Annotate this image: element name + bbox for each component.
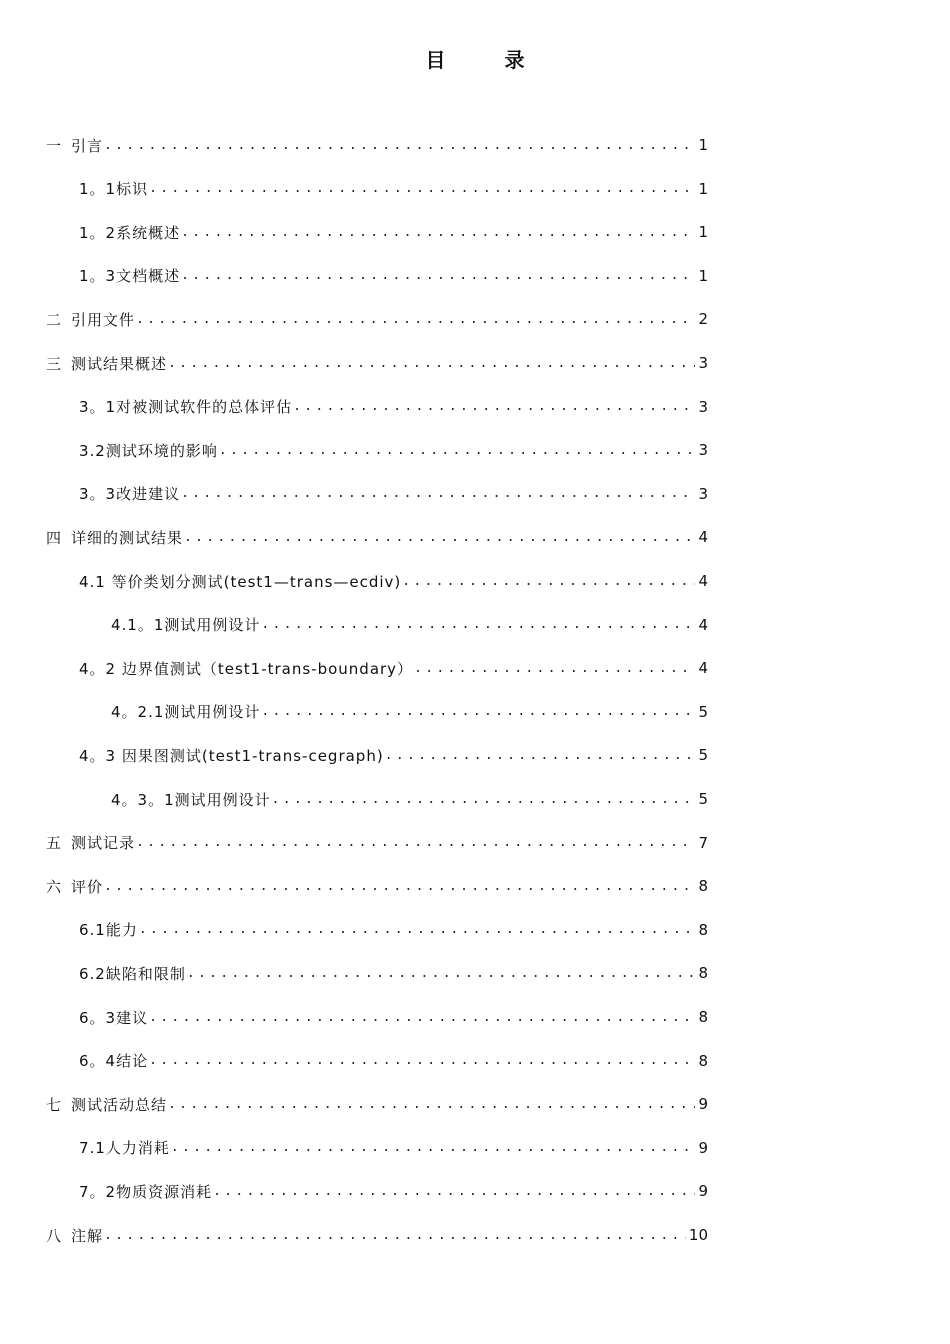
- toc-dot-leader: [104, 138, 695, 153]
- toc-entry-page-number: 1: [698, 179, 708, 198]
- toc-entry[interactable]: [79, 953, 708, 993]
- toc-entry-text: 3。1对被测试软件的总体评估: [79, 398, 293, 417]
- toc-entry-page-number: 8: [698, 1051, 708, 1070]
- toc-entry-page-number: 9: [698, 1095, 708, 1114]
- toc-entry-page-number: 10: [688, 1226, 708, 1244]
- toc-entry-label: [79, 178, 148, 199]
- toc-dot-leader: [414, 661, 695, 676]
- toc-entry[interactable]: [46, 823, 708, 863]
- toc-entry-text: 4.1 等价类划分测试(test1—trans—ecdiv): [79, 572, 402, 591]
- toc-entry-label: [79, 1137, 170, 1158]
- toc-entry-text: 注解: [71, 1226, 104, 1245]
- toc-dot-leader: [184, 530, 695, 545]
- toc-entry-label: [46, 135, 103, 156]
- toc-entry-label: [79, 265, 180, 286]
- toc-dot-leader: [181, 486, 695, 501]
- toc-entry-page-number: 8: [698, 920, 708, 939]
- toc-entry[interactable]: [79, 212, 708, 252]
- toc-dot-leader: [168, 1097, 695, 1112]
- toc-entry[interactable]: [79, 648, 708, 688]
- toc-entry-page-number: 3: [698, 354, 708, 372]
- toc-entry-text: 4。2 边界值测试（test1-trans-boundary）: [79, 659, 414, 678]
- toc-dot-leader: [171, 1140, 695, 1155]
- toc-entry[interactable]: [111, 692, 708, 732]
- toc-entry-text: 测试记录: [71, 834, 136, 853]
- toc-entry-text: 6.2缺陷和限制: [79, 964, 186, 983]
- toc-entry-label: [79, 745, 384, 766]
- toc-entry[interactable]: [79, 1171, 708, 1211]
- toc-entry-label: [79, 396, 292, 417]
- toc-entry-label: [79, 222, 180, 243]
- toc-entry-page-number: 3: [698, 441, 708, 460]
- toc-entry-page-number: 8: [698, 877, 708, 896]
- toc-entry-text: 1。1标识: [79, 180, 149, 199]
- toc-entry-page-number: 1: [698, 266, 708, 285]
- toc-entry[interactable]: [79, 256, 708, 296]
- toc-entry-text: 引言: [71, 136, 104, 155]
- toc-entry-text: 3。3改进建议: [79, 485, 181, 504]
- toc-entry-label: [79, 440, 218, 461]
- toc-entry-number: 八: [46, 1226, 62, 1245]
- toc-entry-number: 三: [46, 354, 62, 373]
- toc-entry-number: 二: [46, 310, 62, 329]
- toc-entry[interactable]: [46, 1215, 708, 1255]
- toc-entry-label: [46, 527, 183, 548]
- toc-entry[interactable]: [46, 517, 708, 557]
- toc-entry-label: [79, 483, 180, 504]
- toc-entry-page-number: 2: [698, 310, 708, 329]
- toc-entry[interactable]: [79, 169, 708, 209]
- toc-entry-label: [46, 832, 135, 853]
- toc-dot-leader: [104, 879, 695, 894]
- toc-entry[interactable]: [46, 866, 708, 906]
- toc-entry-number: 一: [46, 136, 62, 155]
- toc-entry-label: [46, 353, 167, 374]
- toc-entry[interactable]: [46, 299, 708, 339]
- toc-entry-text: 测试结果概述: [71, 354, 168, 373]
- toc-entry-text: 4。3 因果图测试(test1-trans-cegraph): [79, 746, 384, 765]
- toc-entry-text: 7.1人力消耗: [79, 1139, 170, 1158]
- toc-entry-page-number: 3: [698, 484, 708, 503]
- toc-entry[interactable]: [46, 1084, 708, 1124]
- toc-entry-text: 4。2.1测试用例设计: [111, 703, 261, 722]
- toc-entry-label: [46, 876, 103, 897]
- toc-dot-leader: [181, 268, 695, 283]
- toc-entry-text: 详细的测试结果: [71, 528, 184, 547]
- toc-entry-page-number: 9: [698, 1182, 708, 1201]
- toc-entry-page-number: 4: [698, 572, 708, 590]
- toc-entry-page-number: 4: [698, 615, 708, 634]
- toc-entry[interactable]: [79, 1128, 708, 1168]
- toc-dot-leader: [149, 181, 695, 196]
- toc-dot-leader: [136, 835, 695, 850]
- toc-entry-page-number: 1: [698, 136, 708, 154]
- toc-entry-text: 4.1。1测试用例设计: [111, 616, 261, 635]
- toc-entry[interactable]: [79, 910, 708, 950]
- toc-entry[interactable]: [79, 1041, 708, 1081]
- toc-entry[interactable]: [79, 735, 708, 775]
- toc-entry-label: [46, 309, 135, 330]
- toc-entry-page-number: 5: [698, 746, 708, 765]
- toc-entry-number: 四: [46, 528, 62, 547]
- toc-entry[interactable]: [79, 430, 708, 470]
- toc-entry-text: 评价: [71, 877, 104, 896]
- toc-entry[interactable]: [79, 474, 708, 514]
- toc-dot-leader: [149, 1053, 695, 1068]
- toc-entry-label: [111, 701, 260, 722]
- toc-entry-number: 六: [46, 877, 62, 896]
- toc-entry-label: [79, 963, 186, 984]
- toc-entry-label: [111, 789, 271, 810]
- toc-entry-label: [79, 571, 401, 592]
- toc-entry[interactable]: [79, 561, 708, 601]
- toc-entry-text: 1。3文档概述: [79, 267, 181, 286]
- toc-title: 目 录: [425, 48, 551, 72]
- toc-dot-leader: [149, 1010, 695, 1025]
- toc-entry-text: 3.2测试环境的影响: [79, 441, 218, 460]
- toc-entry-label: [111, 614, 260, 635]
- toc-entry-label: [79, 658, 413, 679]
- toc-entry-label: [46, 1094, 167, 1115]
- toc-entry[interactable]: [111, 779, 708, 819]
- toc-entry-text: 引用文件: [71, 310, 136, 329]
- toc-entry-label: [46, 1225, 103, 1246]
- toc-entry-page-number: 3: [698, 397, 708, 416]
- toc-entry-text: 6。3建议: [79, 1008, 149, 1027]
- toc-entry[interactable]: [79, 387, 708, 427]
- toc-entry-text: 7。2物质资源消耗: [79, 1182, 213, 1201]
- toc-entry-page-number: 4: [698, 659, 708, 678]
- toc-entry-number: 七: [46, 1095, 62, 1114]
- toc-entry-page-number: 5: [698, 702, 708, 721]
- toc-entry-label: [79, 1007, 148, 1028]
- toc-entry-label: [79, 1181, 212, 1202]
- toc-entry-page-number: 4: [698, 528, 708, 547]
- toc-entry-text: 1。2系统概述: [79, 223, 181, 242]
- toc-entry[interactable]: [46, 343, 708, 383]
- toc-entry-label: [79, 1050, 148, 1071]
- toc-entry[interactable]: [79, 997, 708, 1037]
- toc-dot-leader: [136, 312, 695, 327]
- toc-entry-text: 4。3。1测试用例设计: [111, 790, 271, 809]
- toc-entry-page-number: 9: [698, 1138, 708, 1157]
- toc-dot-leader: [181, 225, 695, 240]
- toc-entry-text: 6.1能力: [79, 921, 138, 940]
- toc-dot-leader: [385, 748, 695, 763]
- toc-entry-page-number: 1: [698, 223, 708, 242]
- toc-dot-leader: [213, 1184, 695, 1199]
- toc-dot-leader: [261, 704, 695, 719]
- toc-entry-text: 6。4结论: [79, 1052, 149, 1071]
- toc-dot-leader: [219, 443, 695, 458]
- toc-dot-leader: [402, 574, 695, 589]
- toc-dot-leader: [187, 966, 695, 981]
- toc-entry[interactable]: [46, 125, 708, 165]
- toc-entry-label: [79, 919, 138, 940]
- toc-entry-page-number: 7: [698, 833, 708, 852]
- toc-dot-leader: [168, 356, 695, 371]
- toc-dot-leader: [104, 1228, 686, 1243]
- toc-entry[interactable]: [111, 605, 708, 645]
- toc-entry-number: 五: [46, 834, 62, 853]
- toc-dot-leader: [293, 399, 695, 414]
- toc-entry-page-number: 8: [698, 1008, 708, 1026]
- toc-dot-leader: [272, 792, 695, 807]
- toc-dot-leader: [261, 617, 695, 632]
- toc-dot-leader: [139, 922, 695, 937]
- toc-entry-text: 测试活动总结: [71, 1095, 168, 1114]
- toc-entry-page-number: 5: [698, 790, 708, 808]
- toc-entry-page-number: 8: [698, 964, 708, 983]
